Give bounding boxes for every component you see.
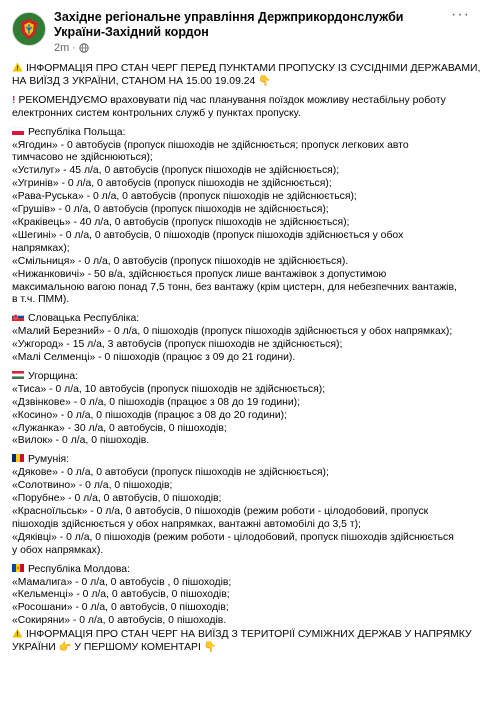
recommend-line-2: електронних систем контрольних служб у пунктах пропуску.: [12, 107, 301, 119]
section-title-slovakia: Словацька Республіка:: [12, 313, 470, 326]
page-name-link[interactable]: Західне регіональне управління Держприкордонслужби України-Західний кордон: [54, 10, 404, 39]
moldova-lines: [12, 577, 470, 629]
checkpoint-line: «Сокиряни» - 0 л/а, 0 автобусів, 0 пішоходів.: [12, 615, 227, 627]
slovakia-lines: [12, 326, 470, 365]
checkpoint-line: «Вилок» - 0 л/а, 0 пішоходів.: [12, 435, 150, 447]
footer-line-2a: УКРАЇНИ: [12, 642, 56, 654]
checkpoint-line: «Порубне» - 0 л/а, 0 автобусів, 0 пішоходів;: [12, 493, 222, 505]
warning-icon: [12, 628, 23, 638]
checkpoint-line: «Тиса» - 0 л/а, 10 автобусів (пропуск пішоходів не здійснюється);: [12, 383, 326, 395]
section-title-poland: Республіка Польща:: [12, 127, 470, 140]
poland-flag-icon: [12, 127, 24, 135]
hungary-flag-icon: [12, 371, 24, 379]
checkpoint-line: «Малий Березний» - 0 л/а, 0 пішоходів (пропуск пішоходів здійснюється у обох напрямках);: [12, 326, 453, 338]
post-time[interactable]: 2m: [54, 42, 70, 54]
romania-flag-icon: [12, 454, 24, 462]
warning-icon: [12, 62, 23, 72]
checkpoint-line: в т.ч. ПММ).: [12, 294, 70, 306]
checkpoint-line: «Малі Селменці» - 0 пішоходів (працює з 09 до 21 години).: [12, 352, 296, 364]
checkpoint-line: «Косино» - 0 л/а, 0 пішоходів (працює з 08 до 20 години);: [12, 409, 288, 421]
checkpoint-line: «Грушів» - 0 л/а, 0 автобусів (пропуск пішоходів не здійснюється);: [12, 204, 329, 216]
checkpoint-line: пішоходів здійснюється у обох напрямках, вантажні автомобілі до 3,5 т);: [12, 518, 361, 530]
section-title-moldova: Республіка Молдова:: [12, 564, 470, 577]
hungary-lines: [12, 384, 470, 449]
checkpoint-line: «Ягодин» - 0 автобусів (пропуск пішоходів не здійснюється; пропуск легкових авто: [12, 139, 409, 151]
checkpoint-line: «Дяківці» - 0 л/а, 0 пішоходів (режим роботи - цілодобовий, пропуск пішоходів здійснюється: [12, 531, 454, 543]
footer-line-1: ІНФОРМАЦІЯ ПРО СТАН ЧЕРГ НА ВИЇЗД З ТЕРИТОРІЇ СУМІЖНИХ ДЕРЖАВ У НАПРЯМКУ: [26, 629, 472, 641]
romania-lines: [12, 467, 470, 557]
pointing-down-hand-icon: 👇: [203, 642, 217, 654]
checkpoint-line: «Краківець» - 40 л/а, 0 автобусів (пропуск пішоходів не здійснюється);: [12, 216, 350, 228]
checkpoint-line: «Смільниця» - 0 л/а, 0 автобусів (пропуск пішоходів не здійснюється).: [12, 255, 349, 267]
checkpoint-line: «Кельменці» - 0 л/а, 0 автобусів, 0 пішоходів;: [12, 589, 230, 601]
recommend-line-1: РЕКОМЕНДУЄМО враховувати під час планування поїздок можливу нестабільну роботу: [18, 94, 446, 106]
checkpoint-line: «Мамалига» - 0 л/а, 0 автобусів , 0 пішоходів;: [12, 576, 232, 588]
checkpoint-line: у обох напрямках).: [12, 544, 104, 556]
checkpoint-line: «Росошани» - 0 л/а, 0 автобусів, 0 пішоходів;: [12, 602, 229, 614]
post-meta: 2m ·: [54, 42, 445, 54]
post-header: [12, 6, 470, 58]
poland-lines: [12, 140, 470, 308]
checkpoint-line: «Угринів» - 0 л/а, 0 автобусів (пропуск пішоходів не здійснюється);: [12, 178, 332, 190]
checkpoint-line: «Дзвінкове» - 0 л/а, 0 пішоходів (працює з 08 до 19 години);: [12, 396, 301, 408]
checkpoint-line: «Нижанковичі» - 50 в/а, здійснюється пропуск лише вантажівок з допустимою: [12, 268, 387, 280]
red-exclamation-icon: !: [12, 94, 16, 106]
checkpoint-line: «Рава-Руська» - 0 л/а, 0 автобусів (пропуск пішоходів не здійснюється);: [12, 191, 357, 203]
section-title-hungary: Угорщина:: [12, 371, 470, 384]
checkpoint-line: максимальною вагою понад 7,5 тонн, без вантажу (крім цистерн, для небезпечних вантажів,: [12, 281, 457, 293]
moldova-flag-icon: [12, 564, 24, 572]
checkpoint-line: тимчасово не здійснюються);: [12, 152, 153, 164]
border-guard-emblem-icon: [13, 12, 45, 46]
post-body: [12, 62, 480, 655]
checkpoint-line: «Солотвино» - 0 л/а, 0 пішоходів;: [12, 480, 173, 492]
checkpoint-line: напрямках);: [12, 242, 70, 254]
intro-headline-2: НА ВИЇЗД З УКРАЇНИ, СТАНОМ НА 15.00 19.09.24: [12, 75, 256, 87]
checkpoint-line: «Ужгород» - 15 л/а, 3 автобусів (пропуск пішоходів не здійснюється);: [12, 339, 343, 351]
checkpoint-line: «Устилуг» - 45 л/а, 0 автобусів (пропуск пішоходів не здійснюється);: [12, 165, 340, 177]
page-avatar[interactable]: [12, 12, 46, 46]
pointing-hand-icon: 👉: [58, 642, 72, 654]
more-options-icon[interactable]: ···: [451, 6, 470, 23]
checkpoint-line: «Дякове» - 0 л/а, 0 автобуси (пропуск пішоходів не здійснюється);: [12, 467, 329, 479]
footer-line-2b: У ПЕРШОМУ КОМЕНТАРІ: [74, 642, 201, 654]
globe-icon: [79, 43, 89, 53]
intro-headline: ІНФОРМАЦІЯ ПРО СТАН ЧЕРГ ПЕРЕД ПУНКТАМИ ПРОПУСКУ ІЗ СУСІДНІМИ ДЕРЖАВАМИ,: [26, 63, 480, 74]
checkpoint-line: «Красноїльськ» - 0 л/а, 0 автобусів, 0 пішоходів (режим роботи - цілодобовий, пропуск: [12, 506, 429, 517]
pointing-down-hand-icon: 👇: [258, 75, 272, 87]
checkpoint-line: «Лужанка» - 30 л/а, 0 автобусів, 0 пішоходів;: [12, 422, 227, 434]
section-title-romania: Румунія:: [12, 454, 470, 467]
slovakia-flag-icon: [12, 313, 24, 321]
checkpoint-line: «Шегині» - 0 л/а, 0 автобусів, 0 пішоходів (пропуск пішоходів здійснюється у обох: [12, 229, 404, 241]
